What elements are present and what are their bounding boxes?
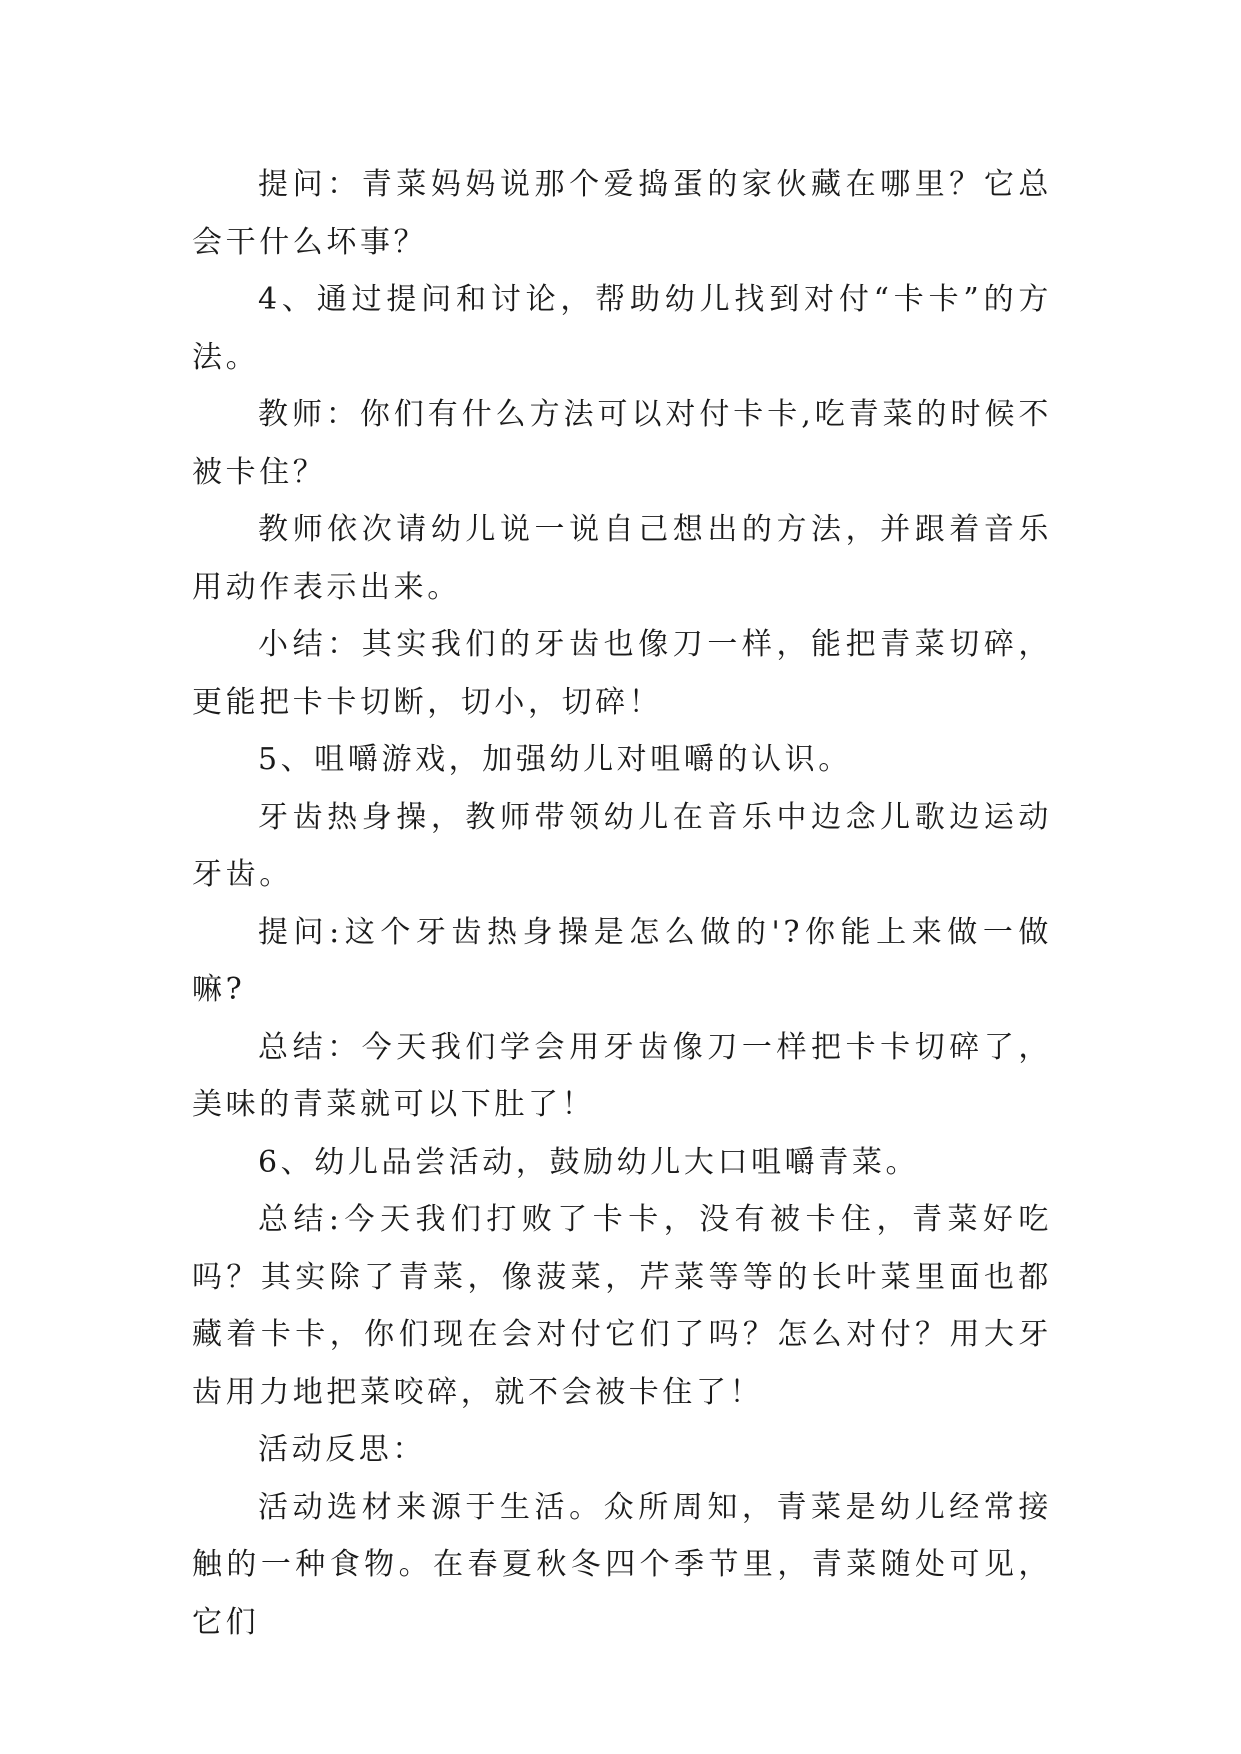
paragraph: 牙齿热身操，教师带领幼儿在音乐中边念儿歌边运动牙齿。 [192, 799, 1052, 892]
paragraph: 活动选材来源于生活。众所周知，青菜是幼儿经常接触的一种食物。在春夏秋冬四个季节里，青菜随处可见，它们 [192, 1489, 1052, 1640]
paragraph: 教师依次请幼儿说一说自己想出的方法，并跟着音乐用动作表示出来。 [192, 512, 1052, 605]
paragraph: 总结：今天我们学会用牙齿像刀一样把卡卡切碎了，美味的青菜就可以下肚了！ [192, 1029, 1052, 1122]
paragraph: 6、幼儿品尝活动，鼓励幼儿大口咀嚼青菜。 [258, 1144, 920, 1180]
paragraph: 提问:这个牙齿热身操是怎么做的'?你能上来做一做嘛? [192, 914, 1052, 1007]
paragraph: 5、咀嚼游戏，加强幼儿对咀嚼的认识。 [258, 742, 852, 777]
paragraph: 小结：其实我们的牙齿也像刀一样，能把青菜切碎，更能把卡卡切断，切小，切碎！ [192, 627, 1052, 720]
paragraph: 4、通过提问和讨论，帮助幼儿找到对付“卡卡”的方法。 [192, 282, 1052, 375]
paragraph: 提问：青菜妈妈说那个爱捣蛋的家伙藏在哪里？它总会干什么坏事？ [192, 167, 1052, 260]
document-body [192, 156, 1052, 1651]
paragraph: 教师：你们有什么方法可以对付卡卡,吃青菜的时候不被卡住？ [192, 397, 1052, 490]
paragraph: 总结:今天我们打败了卡卡，没有被卡住，青菜好吃吗？其实除了青菜，像菠菜，芹菜等等的长叶菜里面也都藏着卡卡，你们现在会对付它们了吗？怎么对付？用大牙齿用力地把菜咬碎，就不会被卡住了！ [192, 1202, 1052, 1410]
paragraph: 活动反思： [258, 1432, 426, 1467]
